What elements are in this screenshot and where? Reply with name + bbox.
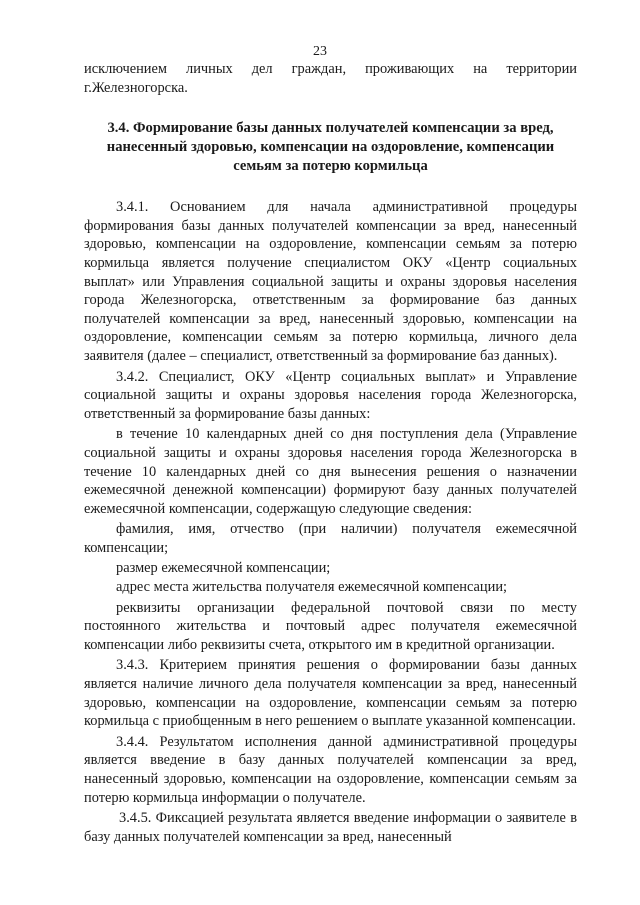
document-body xyxy=(84,60,577,846)
section-title: 3.4. Формирование базы данных получателей компенсации за вред, нанесенный здоровью, компенсации на оздоровление, компенсации семьям за потерю кормильца xyxy=(106,120,555,175)
list-item-compensation-size: размер ежемесячной компенсации; xyxy=(116,560,331,577)
paragraph-3-4-2-detail: в течение 10 календарных дней со дня поступления дела (Управление социальной защиты и охраны здоровья населения города Железногорска в течение 10 календарных дней со дня вынесения решения о назначении ежемесячной денежной компенсации) формируют базу данных получателей ежемесячной компенсации, содержащую следующие сведения: xyxy=(84,426,577,517)
continuation-paragraph: исключением личных дел граждан, проживающих на территории г.Железногорска. xyxy=(84,61,577,96)
paragraph-3-4-2: 3.4.2. Специалист, ОКУ «Центр социальных выплат» и Управление социальной защиты и охраны здоровья населения города Железногорска, ответственный за формирование базы данных: xyxy=(84,368,577,422)
list-item-residence-address: адрес места жительства получателя ежемесячной компенсации; xyxy=(116,579,508,596)
paragraph-3-4-5: 3.4.5. Фиксацией результата является введение информации о заявителе в базу данных получателей компенсации за вред, нанесенный xyxy=(84,810,577,845)
list-item-full-name: фамилия, имя, отчество (при наличии) получателя ежемесячной компенсации; xyxy=(84,521,577,556)
paragraph-3-4-3: 3.4.3. Критерием принятия решения о формировании базы данных является наличие личного дела получателя компенсации за вред, нанесенный здоровью, компенсации на оздоровление, компенсации семьям за потерю кормильца с приобщенным в него решением о выплате указанной компенсации. xyxy=(84,657,577,730)
paragraph-3-4-4: 3.4.4. Результатом исполнения данной административной процедуры является введение в базу данных получателей компенсации за вред, нанесенный здоровью, компенсации на оздоровление, компенсации семьям за потерю кормильца информации о получателе. xyxy=(84,733,577,806)
paragraph-3-4-1: 3.4.1. Основанием для начала административной процедуры формирования базы данных получателей компенсации за вред, нанесенный здоровью, компенсации на оздоровление, компенсации семьям за потерю кормильца является получение специалистом ОКУ «Центр социальных выплат» или Управления социальной защиты и охраны здоровья населения города Железногорска, ответственным за формирование баз данных получателей компенсации за вред, нанесенный здоровью, компенсации на оздоровление, компенсации семьям за потерю кормильца, личного дела заявителя (далее – специалист, ответственный за формирование баз данных). xyxy=(84,199,577,364)
page-number: 23 xyxy=(313,44,327,59)
list-item-requisites: реквизиты организации федеральной почтовой связи по месту постоянного жительства и почтовый адрес получателя ежемесячной компенсации либо реквизиты счета, открытого им в кредитной организации. xyxy=(84,599,577,653)
